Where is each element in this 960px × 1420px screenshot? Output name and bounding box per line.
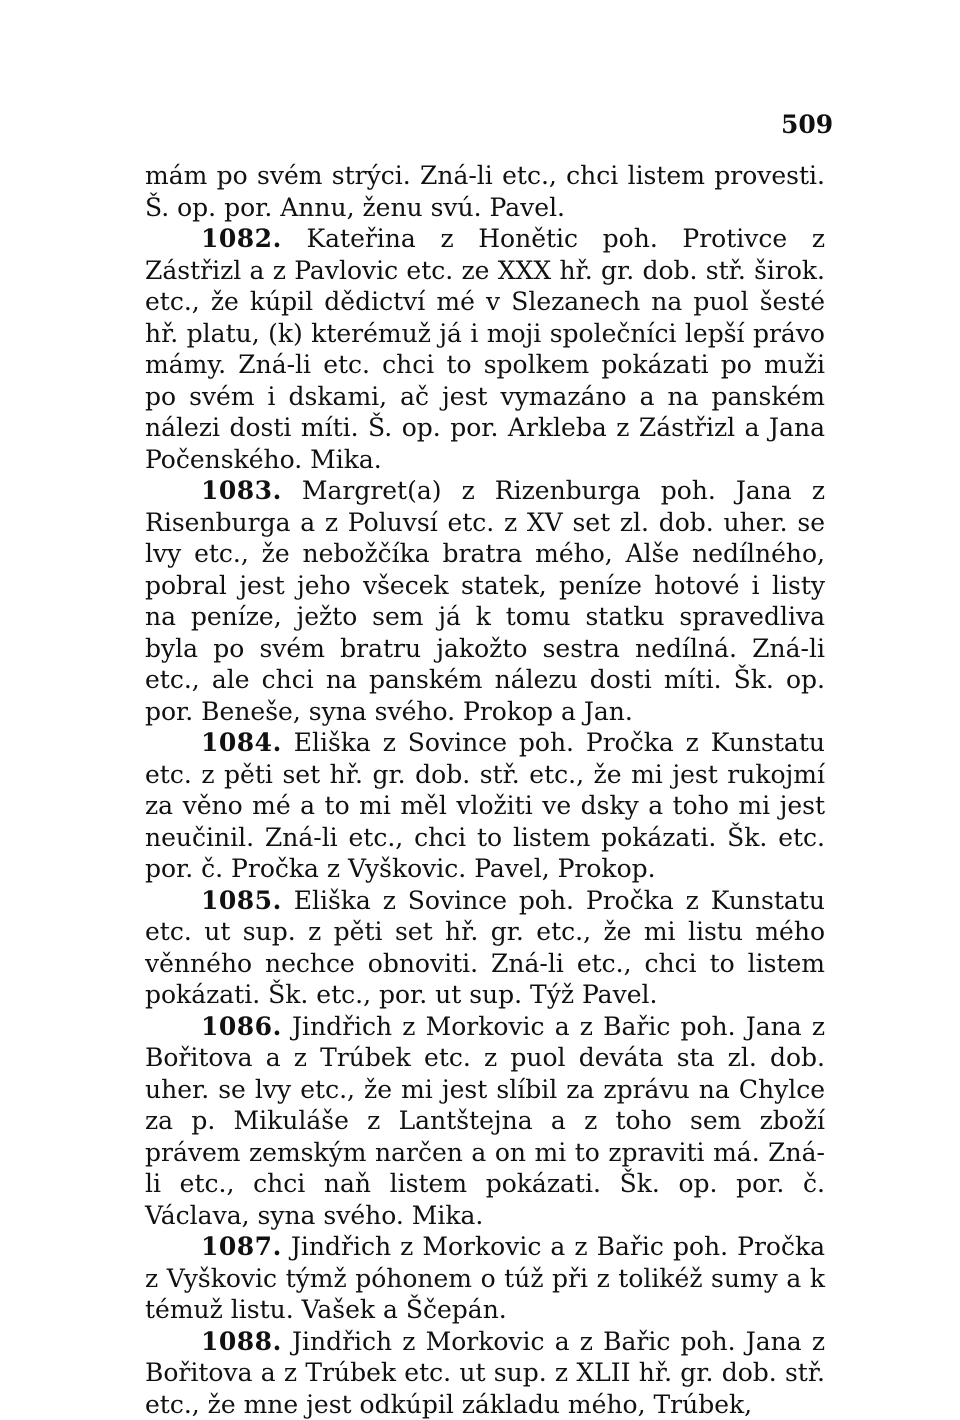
entry-text: Eliška z Sovince poh. Pročka z Kunstatu etc. z pěti set hř. gr. dob. stř. etc., že mi jest rukojmí za věno mé a to mi měl vložiti ve dsky a toho mi jest neučinil. Zná-li etc., chci to listem pokázati. Šk. etc. por. č. Pročka z Vyškovic. Pavel, Prokop. — [145, 728, 825, 883]
entry-1084 — [145, 727, 825, 885]
entry-number: 1087. — [201, 1232, 282, 1261]
entry-text: Jindřich z Morkovic a z Bařic poh. Pročka z Vyškovic týmž póhonem o túž při z tolikéž sumy a k témuž listu. Vašek a Ščepán. — [145, 1232, 825, 1324]
entry-1087 — [145, 1231, 825, 1326]
entry-1088 — [145, 1326, 825, 1420]
entry-number: 1083. — [201, 476, 282, 505]
page-number: 509 — [781, 110, 833, 139]
entry-1085 — [145, 885, 825, 1011]
entry-text: Jindřich z Morkovic a z Bařic poh. Jana z Bořitova a z Trúbek etc. z puol deváta sta zl. dob. uher. se lvy etc., že mi jest slíbil za zprávu na Chylce za p. Mikuláše z Lantštejna a z toho sem zboží právem zemským narčen a on mi to zpraviti má. Zná-li etc., chci naň listem pokázati. Šk. op. por. č. Václava, syna svého. Mika. — [145, 1012, 825, 1230]
entry-1083 — [145, 475, 825, 727]
entry-number: 1086. — [201, 1012, 282, 1041]
entry-text: Jindřich z Morkovic a z Bařic poh. Jana z Bořitova a z Trúbek etc. ut sup. z XLII hř. gr. dob. stř. etc., že mne jest odkúpil základu mého, Trúbek, — [145, 1327, 825, 1419]
entry-number: 1085. — [201, 886, 282, 915]
entry-number: 1088. — [201, 1327, 282, 1356]
entry-1086 — [145, 1011, 825, 1232]
page-text — [145, 160, 825, 1420]
entry-continuation — [145, 160, 825, 223]
entry-1082 — [145, 223, 825, 475]
entry-text: mám po svém strýci. Zná-li etc., chci listem provesti. Š. op. por. Annu, ženu svú. Pavel. — [145, 161, 825, 222]
entry-text: Margret(a) z Rizenburga poh. Jana z Risenburga a z Poluvsí etc. z XV set zl. dob. uher. se lvy etc., že nebožčíka bratra mého, Alše nedílného, pobral jest jeho všecek statek, peníze hotové i listy na peníze, ježto sem já k tomu statku spravedliva byla po svém bratru jakožto sestra nedílná. Zná-li etc., ale chci na panském nálezu dosti míti. Šk. op. por. Beneše, syna svého. Prokop a Jan. — [145, 476, 825, 726]
entry-text: Kateřina z Honětic poh. Protivce z Zástřizl a z Pavlovic etc. ze XXX hř. gr. dob. stř. širok. etc., že kúpil dědictví mé v Slezanech na puol šesté hř. platu, (k) kterémuž já i moji společníci lepší právo mámy. Zná-li etc. chci to spolkem pokázati po muži po svém i dskami, ač jest vymazáno a na panském nálezi dosti míti. Š. op. por. Arkleba z Zástřizl a Jana Počenského. Mika. — [145, 224, 825, 474]
entry-number: 1082. — [201, 224, 282, 253]
entry-number: 1084. — [201, 728, 282, 757]
entry-text: Eliška z Sovince poh. Pročka z Kunstatu etc. ut sup. z pěti set hř. gr. etc., že mi listu mého věnného nechce obnoviti. Zná-li etc., chci to listem pokázati. Šk. etc., por. ut sup. Týž Pavel. — [145, 886, 825, 1010]
